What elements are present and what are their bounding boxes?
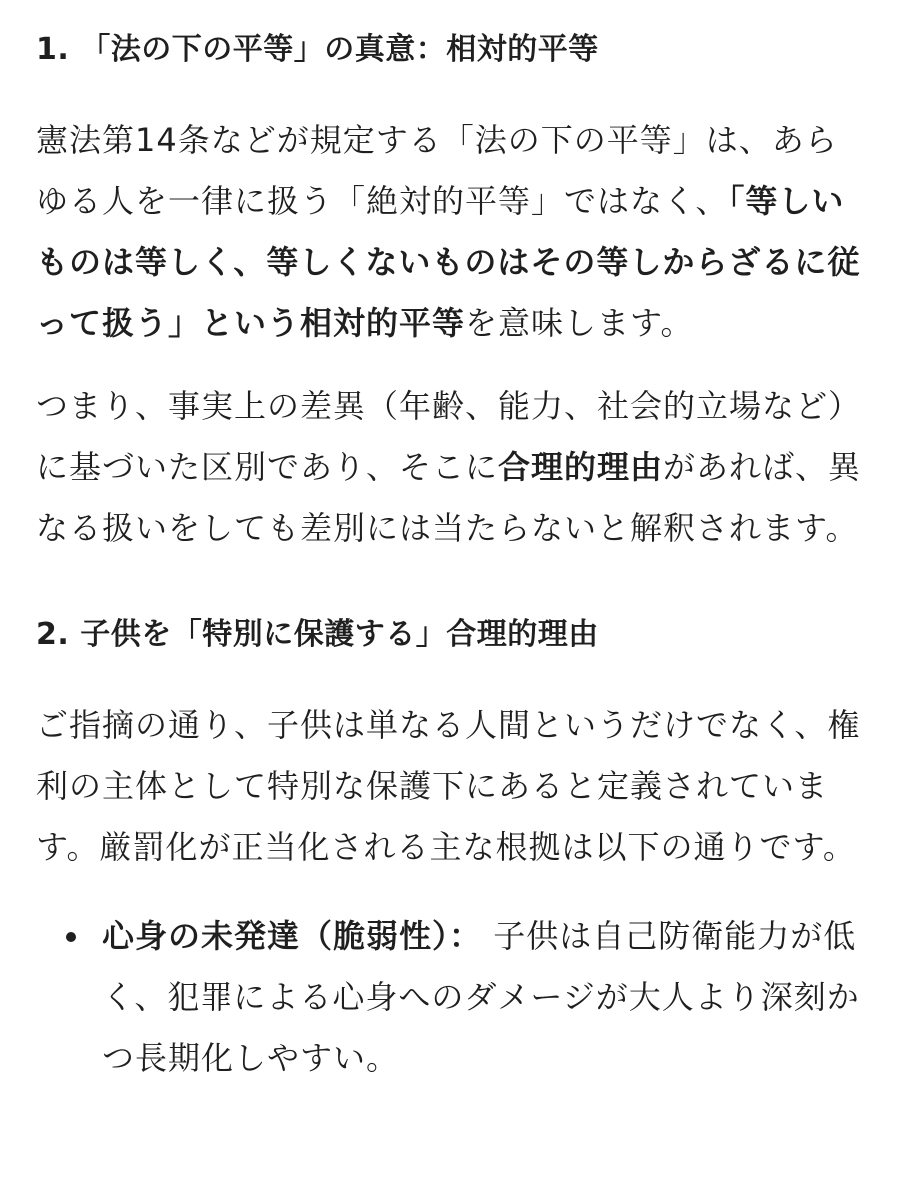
paragraph-text: を意味します。 — [465, 304, 694, 342]
bold-relative-equality: 「等しいものは等しく、等しくないものはその等しからざるに従って扱う」という相対的平等 — [36, 182, 861, 342]
paragraph-text: つまり、事実上の差異（年齢、能力、社会的立場など）に基づいた区別であり、そこに — [36, 387, 862, 486]
bold-reasonable-reason: 合理的理由 — [498, 448, 664, 486]
paragraph-equality-definition — [36, 110, 869, 354]
list-item-text: 子供は自己防衛能力が低く、犯罪による心身へのダメージが大人より深刻かつ長期化しやすい。 — [102, 917, 860, 1077]
paragraph-text: 憲法第14条などが規定する「法の下の平等」は、あらゆる人を一律に扱う「絶対的平等」ではなく、 — [36, 121, 838, 220]
paragraph-text: があれば、異なる扱いをしても差別には当たらないと解釈されます。 — [36, 448, 862, 547]
list-item-title: 心身の未発達（脆弱性）： — [102, 917, 483, 955]
section-heading-relative-equality: 1. 「法の下の平等」の真意：相対的平等 — [36, 32, 599, 67]
paragraph-child-protection: ご指摘の通り、子供は単なる人間というだけでなく、権利の主体として特別な保護下にあると定義されています。厳罰化が正当化される主な根拠は以下の通りです。 — [36, 706, 861, 866]
bullet-icon — [66, 932, 76, 942]
section-heading-child-protection: 2. 子供を「特別に保護する」合理的理由 — [36, 617, 599, 652]
list-item — [66, 906, 869, 1089]
reasons-list — [36, 906, 869, 1089]
paragraph-reasonable-distinction — [36, 376, 869, 559]
